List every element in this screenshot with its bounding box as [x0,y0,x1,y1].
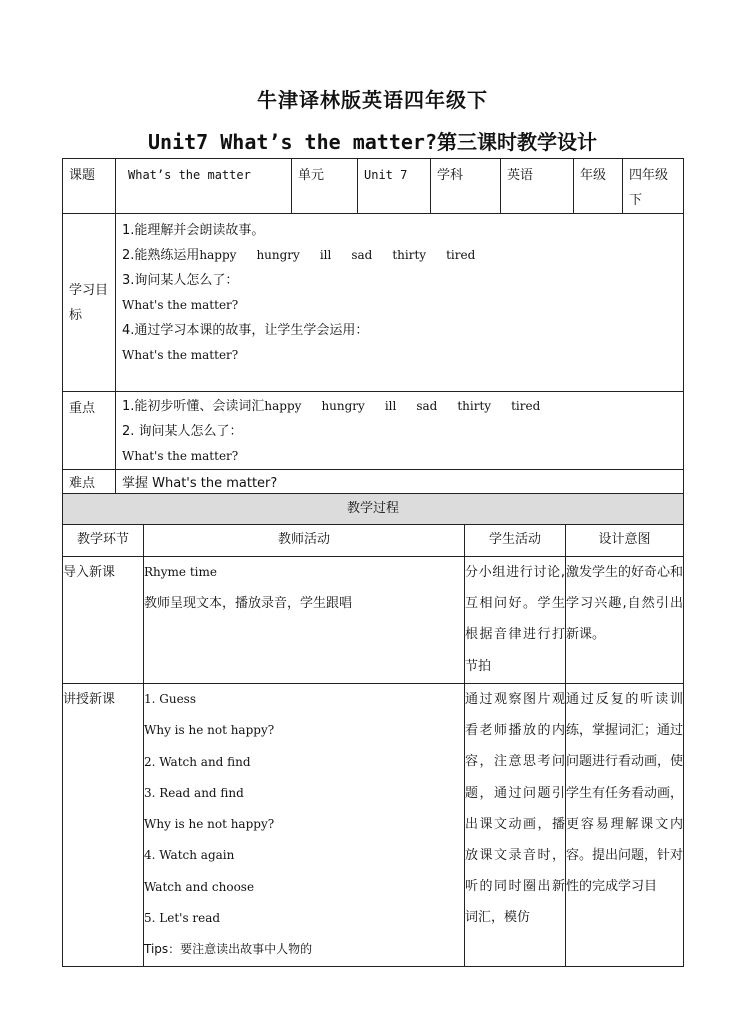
goals-label: 学习目标 [63,214,116,392]
key-points-content [116,392,684,470]
goals-word: thirty [392,248,427,262]
teacher-activity-cell [144,684,465,967]
student-activity-cell: 通过观察图片观看老师播放的内容，注意思考问题，通过问题引出课文动画，播放课文录音时，听的同时圈出新词汇，模仿 [465,684,566,967]
difficulty-label: 难点 [63,470,116,497]
unit-label: 单元 [292,159,358,214]
teacher-line: 2. Watch and find [144,754,251,769]
grade-label: 年级 [574,159,623,214]
process-row [63,557,684,684]
teacher-line: Why is he not happy? [144,817,275,832]
subject-value: 英语 [501,159,574,214]
key-word: sad [416,399,438,413]
column-header-row [63,525,684,557]
key-word: happy [264,399,302,413]
subject-label: 学科 [431,159,501,214]
document-subtitle: Unit7 What’s the matter?第三课时教学设计 [148,130,597,154]
student-activity-cell: 分小组进行讨论,互相问好。学生根据音律进行打节拍 [465,557,566,684]
topic-label: 课题 [63,159,116,214]
key-points-line-1-prefix: 1.能初步听懂、会读词汇 [122,399,265,414]
teacher-activity-cell [144,557,465,684]
stage-cell: 讲授新课 [63,684,144,967]
topic-value: What’s the matter [116,159,292,214]
key-points-label: 重点 [63,392,116,470]
teacher-line: 1. Guess [144,692,196,706]
teacher-line: Rhyme time [144,565,217,579]
process-row [63,684,684,967]
difficulty-text: 掌握 What's the matter? [116,470,684,497]
goals-word: hungry [256,248,300,262]
column-header-student: 学生活动 [465,525,566,557]
goals-line-2-prefix: 2.能熟练运用 [122,248,200,263]
grade-value: 四年级下 [623,159,684,214]
teacher-line: 5. Let's read [144,911,221,926]
key-word: hungry [321,399,365,413]
goals-line-6: What's the matter? [122,348,239,362]
goals-line-4: What's the matter? [122,298,239,312]
goals-row [63,214,684,392]
process-header-row [63,494,684,525]
key-points-line-1 [122,394,677,419]
column-header-stage: 教学环节 [63,525,144,557]
goals-word: happy [199,248,237,262]
teacher-line: Tips：要注意读出故事中人物的 [144,942,313,957]
goals-content [116,214,684,392]
column-header-design: 设计意图 [566,525,684,557]
document-title: 牛津译林版英语四年级下 [257,88,488,112]
goals-line-5: 4.通过学习本课的故事，让学生学会运用： [122,323,369,338]
goals-line-3: 3.询问某人怎么了： [122,273,239,288]
teaching-process-table [62,493,684,967]
key-word: thirty [457,399,492,413]
key-points-row [63,392,684,470]
design-intent-cell: 激发学生的好奇心和学习兴趣,自然引出新课。 [566,557,684,684]
unit-value: Unit 7 [358,159,431,214]
teacher-line: 4. Watch again [144,848,235,863]
goals-word: ill [319,248,332,262]
goals-line-2 [122,243,677,268]
info-row [63,159,684,214]
key-word: tired [511,399,541,413]
column-header-teacher: 教师活动 [144,525,465,557]
key-points-line-2: 2. 询问某人怎么了： [122,424,243,439]
key-word: ill [384,399,397,413]
process-header: 教学过程 [63,494,684,525]
goals-word: sad [351,248,373,262]
key-points-line-3: What's the matter? [122,449,239,463]
teacher-line: 3. Read and find [144,785,244,800]
teacher-line: Why is he not happy? [144,723,275,738]
goals-word: tired [446,248,476,262]
goals-line-1: 1.能理解并会朗读故事。 [122,223,265,238]
lesson-info-table [62,158,684,497]
teacher-line: Watch and choose [144,879,255,894]
stage-cell: 导入新课 [63,557,144,684]
teacher-line: 教师呈现文本，播放录音，学生跟唱 [144,596,353,612]
design-intent-cell: 通过反复的听读训练，掌握词汇；通过问题进行看动画，使学生有任务看动画，更容易理解课文内容。提出问题，针对性的完成学习目 [566,684,684,967]
